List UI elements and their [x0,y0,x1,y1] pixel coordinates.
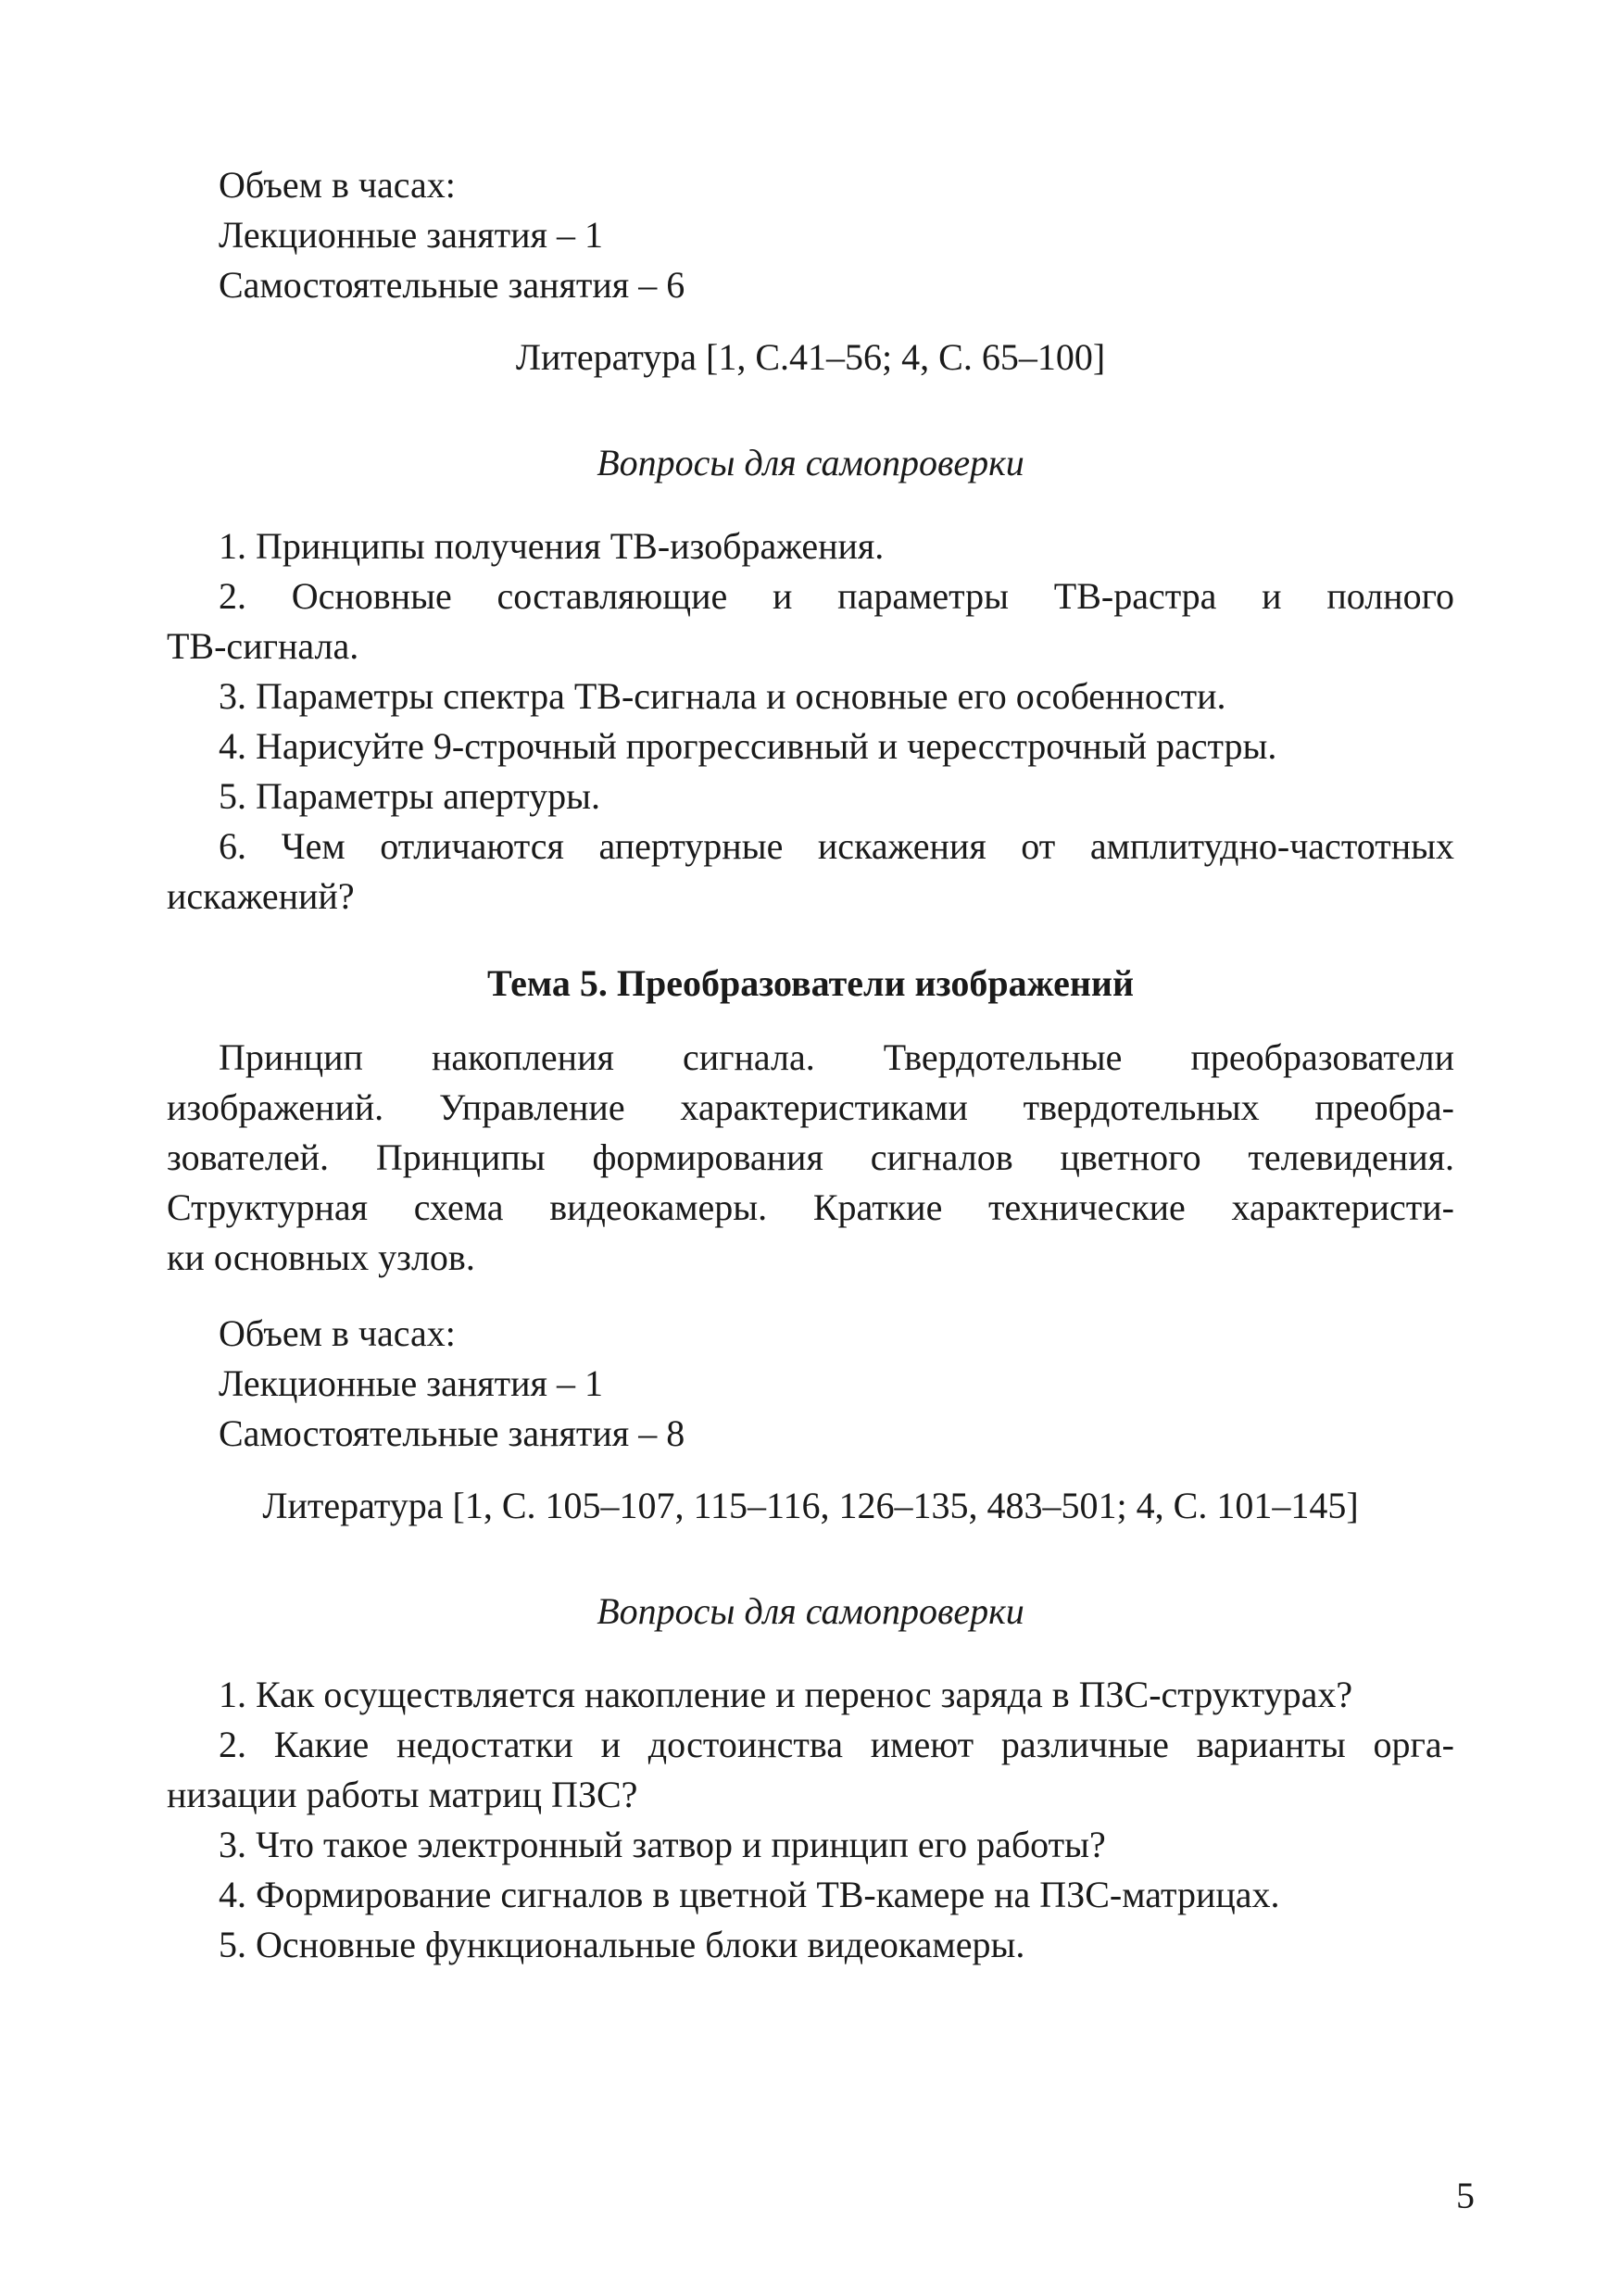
self-study-hours: Самостоятельные занятия – 8 [219,1412,685,1454]
lectures-hours: Лекционные занятия – 1 [219,214,603,256]
topic-description-line: Структурная схема видеокамеры. Краткие технические характеристи- [167,1186,1454,1228]
literature-reference: Литература [1, С.41–56; 4, С. 65–100] [515,336,1106,378]
question-item-continuation: низации работы матриц ПЗС? [167,1774,638,1815]
topic-title: Тема 5. Преобразователи изображений [486,962,1135,1004]
volume-heading: Объем в часах: [219,1312,456,1354]
topic-description-line: Принцип накопления сигнала. Твердотельные преобразователи [219,1036,1454,1078]
question-item: 1. Как осуществляется накопление и перенос заряда в ПЗС-структурах? [219,1674,1353,1715]
question-item-continuation: ТВ-сигнала. [167,625,359,667]
questions-heading: Вопросы для самопроверки [597,442,1024,483]
questions-heading: Вопросы для самопроверки [597,1590,1024,1632]
question-item: 3. Параметры спектра ТВ-сигнала и основные его особенности. [219,675,1226,717]
question-item: 3. Что такое электронный затвор и принцип его работы? [219,1824,1106,1865]
self-study-hours: Самостоятельные занятия – 6 [219,264,685,306]
topic-description-line: ки основных узлов. [167,1236,475,1278]
question-item: 5. Параметры апертуры. [219,775,600,817]
question-item: 5. Основные функциональные блоки видеокамеры. [219,1924,1025,1965]
question-item-continuation: искажений? [167,875,355,917]
topic-description-line: изображений. Управление характеристиками твердотельных преобра- [167,1086,1454,1128]
page-number: 5 [1456,2175,1475,2216]
volume-heading: Объем в часах: [219,164,456,206]
question-item: 2. Какие недостатки и достоинства имеют различные варианты орга- [219,1724,1454,1765]
question-item: 4. Формирование сигналов в цветной ТВ-камере на ПЗС-матрицах. [219,1874,1280,1915]
question-item: 4. Нарисуйте 9-строчный прогрессивный и чересстрочный растры. [219,725,1277,767]
topic-description-line: зователей. Принципы формирования сигналов цветного телевидения. [167,1136,1454,1178]
question-item: 6. Чем отличаются апертурные искажения от амплитудно-частотных [219,825,1454,867]
question-item: 2. Основные составляющие и параметры ТВ-растра и полного [219,575,1454,617]
question-item: 1. Принципы получения ТВ-изображения. [219,525,885,567]
literature-reference: Литература [1, С. 105–107, 115–116, 126–135, 483–501; 4, С. 101–145] [262,1485,1359,1526]
lectures-hours: Лекционные занятия – 1 [219,1362,603,1404]
